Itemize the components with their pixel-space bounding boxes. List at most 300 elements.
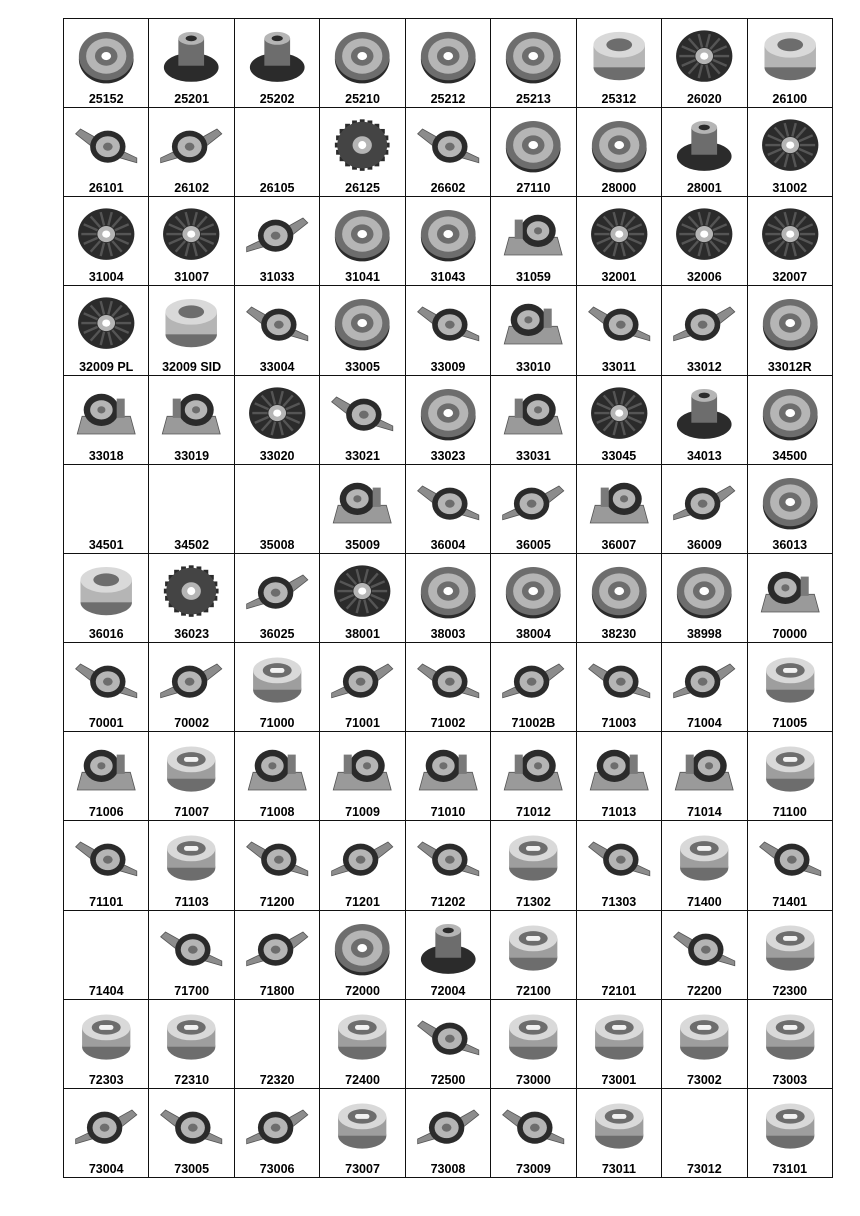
part-cell-73001[interactable]	[577, 1000, 662, 1089]
part-cell-71013[interactable]	[577, 732, 662, 821]
part-cell-26020[interactable]	[662, 19, 747, 108]
part-cell-33010[interactable]	[491, 286, 576, 375]
part-cell-26602[interactable]	[406, 108, 491, 197]
part-cell-73000[interactable]	[491, 1000, 576, 1089]
part-cell-72004[interactable]	[406, 911, 491, 1000]
part-cell-71006[interactable]	[64, 732, 149, 821]
part-cell-25152[interactable]	[64, 19, 149, 108]
part-cell-36016[interactable]	[64, 554, 149, 643]
part-number: 32009 SID	[162, 359, 222, 374]
tensioner-assembly-icon	[750, 557, 830, 625]
part-number: 25201	[174, 92, 210, 107]
part-cell-25202[interactable]	[235, 19, 320, 108]
part-cell-71005[interactable]	[748, 643, 833, 732]
pulley-icon	[408, 557, 488, 625]
part-number: 71001	[345, 716, 380, 731]
part-number: 26102	[174, 181, 210, 196]
part-cell-33045[interactable]	[577, 376, 662, 465]
timing-tensioner-icon	[750, 914, 830, 982]
part-cell-71401[interactable]	[748, 821, 833, 910]
flanged-pulley-icon	[664, 111, 744, 179]
part-cell-36005[interactable]	[491, 465, 576, 554]
part-number: 73009	[516, 1162, 551, 1176]
part-number: 71007	[174, 805, 210, 820]
timing-tensioner-icon	[151, 1003, 231, 1071]
tensioner-arm-icon	[408, 646, 488, 714]
pulley-icon	[750, 379, 830, 447]
part-cell-28001[interactable]	[662, 108, 747, 197]
part-cell-73002[interactable]	[662, 1000, 747, 1089]
part-cell-73009[interactable]	[491, 1089, 576, 1178]
part-number: 72320	[259, 1072, 295, 1087]
part-cell-33011[interactable]	[577, 286, 662, 375]
timing-tensioner-icon	[750, 735, 830, 803]
part-cell-72400[interactable]	[320, 1000, 405, 1089]
part-cell-36009[interactable]	[662, 465, 747, 554]
tensioner-arm-icon	[493, 646, 573, 714]
part-cell-71010[interactable]	[406, 732, 491, 821]
part-number: 31033	[259, 270, 295, 285]
part-cell-73011[interactable]	[577, 1089, 662, 1178]
empty-photo-slot	[151, 468, 231, 536]
part-number: 32007	[772, 270, 808, 285]
tensioner-arm-icon	[66, 646, 146, 714]
part-cell-71202[interactable]	[406, 821, 491, 910]
part-number: 28000	[601, 181, 637, 196]
part-cell-73005[interactable]	[149, 1089, 234, 1178]
part-number: 72310	[174, 1072, 210, 1087]
pulley-icon	[66, 22, 146, 90]
part-number: 33031	[516, 448, 551, 463]
part-number: 71004	[686, 716, 722, 731]
part-cell-34501[interactable]	[64, 465, 149, 554]
part-number: 73002	[686, 1072, 722, 1087]
part-cell-70000[interactable]	[748, 554, 833, 643]
part-cell-73012[interactable]	[662, 1089, 747, 1178]
part-cell-26100[interactable]	[748, 19, 833, 108]
tensioner-arm-icon	[664, 646, 744, 714]
flanged-pulley-icon	[408, 914, 488, 982]
part-cell-72000[interactable]	[320, 911, 405, 1000]
ribbed-pulley-icon	[66, 200, 146, 268]
tensioner-arm-icon	[151, 914, 231, 982]
part-cell-33012[interactable]	[662, 286, 747, 375]
part-cell-35008[interactable]	[235, 465, 320, 554]
part-number: 71202	[430, 894, 466, 909]
part-number: 26101	[88, 181, 124, 196]
timing-tensioner-icon	[322, 1003, 402, 1071]
part-number: 72303	[88, 1072, 124, 1087]
part-number: 26105	[259, 181, 295, 196]
part-cell-31002[interactable]	[748, 108, 833, 197]
part-number: 71700	[174, 983, 210, 998]
part-cell-71004[interactable]	[662, 643, 747, 732]
part-number: 31007	[174, 270, 210, 285]
part-number: 38998	[686, 627, 722, 642]
ribbed-pulley-icon	[664, 22, 744, 90]
part-cell-71001[interactable]	[320, 643, 405, 732]
part-number: 33005	[345, 359, 380, 374]
pulley-icon	[493, 111, 573, 179]
part-number: 72400	[345, 1072, 380, 1087]
part-cell-32007[interactable]	[748, 197, 833, 286]
part-number: 31043	[430, 270, 466, 285]
part-cell-72100[interactable]	[491, 911, 576, 1000]
empty-photo-slot	[66, 468, 146, 536]
part-cell-33019[interactable]	[149, 376, 234, 465]
part-cell-27110[interactable]	[491, 108, 576, 197]
tensioner-arm-icon	[664, 468, 744, 536]
part-cell-38004[interactable]	[491, 554, 576, 643]
ribbed-pulley-icon	[750, 111, 830, 179]
part-cell-32006[interactable]	[662, 197, 747, 286]
part-cell-72320[interactable]	[235, 1000, 320, 1089]
part-number: 33012	[686, 359, 722, 374]
pulley-icon	[322, 914, 402, 982]
part-cell-34500[interactable]	[748, 376, 833, 465]
part-number: 36016	[88, 627, 124, 642]
empty-photo-slot	[237, 1003, 317, 1071]
timing-tensioner-icon	[237, 646, 317, 714]
part-cell-32009-pl[interactable]	[64, 286, 149, 375]
part-number: 73003	[772, 1072, 808, 1087]
part-cell-71100[interactable]	[748, 732, 833, 821]
part-number: 26125	[345, 181, 380, 196]
part-number: 32001	[601, 270, 637, 285]
part-cell-28000[interactable]	[577, 108, 662, 197]
part-cell-33020[interactable]	[235, 376, 320, 465]
part-number: 34501	[88, 537, 124, 552]
part-cell-71101[interactable]	[64, 821, 149, 910]
part-cell-31004[interactable]	[64, 197, 149, 286]
part-cell-71201[interactable]	[320, 821, 405, 910]
part-number: 71008	[259, 805, 295, 820]
part-number: 33020	[259, 448, 295, 463]
part-cell-33005[interactable]	[320, 286, 405, 375]
part-number: 33018	[88, 448, 124, 463]
tensioner-assembly-icon	[322, 735, 402, 803]
part-cell-33012r[interactable]	[748, 286, 833, 375]
part-number: 72200	[686, 983, 722, 998]
part-number: 70002	[174, 716, 210, 731]
part-cell-25213[interactable]	[491, 19, 576, 108]
part-number: 36023	[174, 627, 210, 642]
part-number: 33045	[601, 448, 637, 463]
part-number: 26602	[430, 181, 466, 196]
part-number: 71100	[772, 805, 807, 820]
part-number: 34502	[174, 537, 210, 552]
part-number: 71303	[601, 894, 637, 909]
tensioner-arm-icon	[237, 557, 317, 625]
tensioner-assembly-icon	[493, 200, 573, 268]
part-number: 36004	[430, 537, 466, 552]
part-number: 73004	[88, 1162, 124, 1176]
part-cell-25312[interactable]	[577, 19, 662, 108]
ribbed-pulley-icon	[579, 379, 659, 447]
part-number: 73012	[686, 1162, 722, 1176]
pulley-icon	[322, 200, 402, 268]
part-number: 73008	[430, 1162, 466, 1176]
part-cell-71302[interactable]	[491, 821, 576, 910]
part-cell-36004[interactable]	[406, 465, 491, 554]
part-number: 36013	[772, 537, 808, 552]
tensioner-arm-icon	[664, 289, 744, 357]
part-number: 71009	[345, 805, 380, 820]
tensioner-arm-icon	[322, 646, 402, 714]
tensioner-assembly-icon	[66, 735, 146, 803]
tensioner-arm-icon	[408, 824, 488, 892]
part-cell-72303[interactable]	[64, 1000, 149, 1089]
part-number: 33019	[174, 448, 210, 463]
part-number: 25202	[259, 92, 295, 107]
timing-tensioner-icon	[493, 824, 573, 892]
part-cell-72310[interactable]	[149, 1000, 234, 1089]
ribbed-pulley-icon	[750, 200, 830, 268]
pulley-icon	[579, 557, 659, 625]
tensioner-arm-icon	[664, 914, 744, 982]
timing-tensioner-icon	[579, 1092, 659, 1160]
part-cell-71200[interactable]	[235, 821, 320, 910]
part-cell-33023[interactable]	[406, 376, 491, 465]
part-number: 71401	[772, 894, 808, 909]
part-number: 33009	[430, 359, 466, 374]
part-cell-73006[interactable]	[235, 1089, 320, 1178]
tensioner-arm-icon	[322, 824, 402, 892]
tensioner-arm-icon	[237, 1092, 317, 1160]
part-number: 71005	[772, 716, 808, 731]
plain-roller-icon	[151, 289, 231, 357]
tensioner-arm-icon	[408, 111, 488, 179]
part-number: 71200	[259, 894, 295, 909]
part-cell-70002[interactable]	[149, 643, 234, 732]
part-cell-31033[interactable]	[235, 197, 320, 286]
part-cell-31041[interactable]	[320, 197, 405, 286]
part-cell-70001[interactable]	[64, 643, 149, 732]
part-cell-71003[interactable]	[577, 643, 662, 732]
part-cell-33018[interactable]	[64, 376, 149, 465]
pulley-icon	[408, 379, 488, 447]
part-number: 38230	[601, 627, 637, 642]
tensioner-arm-icon	[237, 289, 317, 357]
part-number: 35008	[259, 537, 295, 552]
part-cell-26125[interactable]	[320, 108, 405, 197]
part-cell-71002[interactable]	[406, 643, 491, 732]
part-cell-26102[interactable]	[149, 108, 234, 197]
part-cell-38003[interactable]	[406, 554, 491, 643]
part-cell-73003[interactable]	[748, 1000, 833, 1089]
part-number: 71201	[345, 894, 380, 909]
part-number: 71302	[516, 894, 551, 909]
part-number: 71103	[174, 894, 209, 909]
pulley-icon	[493, 22, 573, 90]
timing-tensioner-icon	[66, 1003, 146, 1071]
tensioner-arm-icon	[408, 289, 488, 357]
part-number: 34013	[686, 448, 722, 463]
ribbed-pulley-icon	[66, 289, 146, 357]
tensioner-assembly-icon	[664, 735, 744, 803]
empty-photo-slot	[66, 914, 146, 982]
ribbed-pulley-icon	[322, 557, 402, 625]
part-cell-72101[interactable]	[577, 911, 662, 1000]
part-number: 72101	[601, 983, 637, 998]
part-cell-71000[interactable]	[235, 643, 320, 732]
part-cell-38001[interactable]	[320, 554, 405, 643]
pulley-icon	[664, 557, 744, 625]
part-number: 72004	[430, 983, 466, 998]
part-number: 70001	[88, 716, 124, 731]
part-number: 71013	[601, 805, 637, 820]
pulley-icon	[322, 289, 402, 357]
part-cell-71014[interactable]	[662, 732, 747, 821]
part-number: 72300	[772, 983, 808, 998]
tensioner-assembly-icon	[151, 379, 231, 447]
part-cell-33021[interactable]	[320, 376, 405, 465]
tensioner-arm-icon	[493, 1092, 573, 1160]
ribbed-pulley-icon	[579, 200, 659, 268]
part-cell-71400[interactable]	[662, 821, 747, 910]
tensioner-arm-icon	[493, 468, 573, 536]
part-number: 71012	[516, 805, 551, 820]
part-number: 72100	[516, 983, 551, 998]
timing-tensioner-icon	[493, 914, 573, 982]
part-cell-72200[interactable]	[662, 911, 747, 1000]
part-cell-36013[interactable]	[748, 465, 833, 554]
part-cell-31043[interactable]	[406, 197, 491, 286]
part-cell-32009-sid[interactable]	[149, 286, 234, 375]
part-cell-26101[interactable]	[64, 108, 149, 197]
part-cell-73007[interactable]	[320, 1089, 405, 1178]
empty-photo-slot	[664, 1092, 744, 1160]
part-number: 38001	[345, 627, 380, 642]
tensioner-assembly-icon	[322, 468, 402, 536]
part-number: 31002	[772, 181, 808, 196]
flanged-pulley-icon	[664, 379, 744, 447]
part-cell-31059[interactable]	[491, 197, 576, 286]
part-number: 38003	[430, 627, 466, 642]
part-number: 33021	[345, 448, 380, 463]
part-cell-35009[interactable]	[320, 465, 405, 554]
timing-tensioner-icon	[750, 1092, 830, 1160]
part-cell-26105[interactable]	[235, 108, 320, 197]
part-number: 32009 PL	[79, 359, 134, 374]
part-number: 36025	[259, 627, 295, 642]
part-cell-34502[interactable]	[149, 465, 234, 554]
part-cell-71700[interactable]	[149, 911, 234, 1000]
part-number: 71014	[686, 805, 722, 820]
part-number: 71010	[430, 805, 466, 820]
part-number: 71002B	[511, 716, 556, 731]
pulley-icon	[408, 200, 488, 268]
parts-catalog-grid	[63, 18, 833, 1178]
tensioner-arm-icon	[66, 1092, 146, 1160]
tensioner-arm-icon	[322, 379, 402, 447]
tensioner-arm-icon	[151, 111, 231, 179]
part-number: 72000	[345, 983, 380, 998]
part-number: 38004	[516, 627, 551, 642]
part-number: 31004	[88, 270, 124, 285]
part-number: 33011	[601, 359, 636, 374]
part-number: 33023	[430, 448, 466, 463]
part-cell-38998[interactable]	[662, 554, 747, 643]
part-cell-71002b[interactable]	[491, 643, 576, 732]
timing-tensioner-icon	[664, 1003, 744, 1071]
part-cell-36023[interactable]	[149, 554, 234, 643]
part-cell-73004[interactable]	[64, 1089, 149, 1178]
part-number: 70000	[772, 627, 808, 642]
part-cell-32001[interactable]	[577, 197, 662, 286]
part-number: 33004	[259, 359, 295, 374]
part-cell-25210[interactable]	[320, 19, 405, 108]
ribbed-pulley-icon	[664, 200, 744, 268]
part-number: 73011	[601, 1162, 636, 1176]
empty-photo-slot	[237, 468, 317, 536]
part-number: 71002	[430, 716, 466, 731]
part-number: 36009	[686, 537, 722, 552]
part-cell-72300[interactable]	[748, 911, 833, 1000]
part-cell-71012[interactable]	[491, 732, 576, 821]
part-cell-71009[interactable]	[320, 732, 405, 821]
timing-tensioner-icon	[664, 824, 744, 892]
part-cell-31007[interactable]	[149, 197, 234, 286]
tensioner-arm-icon	[579, 824, 659, 892]
part-number: 25152	[88, 92, 124, 107]
tensioner-assembly-icon	[493, 735, 573, 803]
tensioner-assembly-icon	[237, 735, 317, 803]
part-cell-33004[interactable]	[235, 286, 320, 375]
part-cell-71103[interactable]	[149, 821, 234, 910]
part-cell-36007[interactable]	[577, 465, 662, 554]
part-cell-71008[interactable]	[235, 732, 320, 821]
part-cell-72500[interactable]	[406, 1000, 491, 1089]
part-number: 33012R	[767, 359, 812, 374]
part-number: 35009	[345, 537, 380, 552]
timing-tensioner-icon	[151, 824, 231, 892]
tensioner-arm-icon	[151, 646, 231, 714]
part-cell-73008[interactable]	[406, 1089, 491, 1178]
timing-tensioner-icon	[750, 646, 830, 714]
part-number: 73006	[259, 1162, 295, 1176]
part-number: 34500	[772, 448, 808, 463]
tensioner-assembly-icon	[579, 468, 659, 536]
part-cell-33031[interactable]	[491, 376, 576, 465]
pulley-icon	[493, 557, 573, 625]
part-cell-38230[interactable]	[577, 554, 662, 643]
part-number: 25312	[601, 92, 637, 107]
plain-roller-icon	[579, 22, 659, 90]
tensioner-assembly-icon	[579, 735, 659, 803]
part-cell-71404[interactable]	[64, 911, 149, 1000]
tensioner-arm-icon	[237, 824, 317, 892]
part-number: 73005	[174, 1162, 210, 1176]
part-cell-73101[interactable]	[748, 1089, 833, 1178]
part-number: 71404	[88, 983, 124, 998]
tensioner-arm-icon	[408, 1003, 488, 1071]
tensioner-assembly-icon	[66, 379, 146, 447]
part-cell-71007[interactable]	[149, 732, 234, 821]
part-cell-25201[interactable]	[149, 19, 234, 108]
part-number: 36005	[516, 537, 551, 552]
toothed-pulley-icon	[151, 557, 231, 625]
part-cell-36025[interactable]	[235, 554, 320, 643]
tensioner-arm-icon	[237, 914, 317, 982]
part-cell-71303[interactable]	[577, 821, 662, 910]
tensioner-arm-icon	[579, 646, 659, 714]
part-cell-25212[interactable]	[406, 19, 491, 108]
part-cell-71800[interactable]	[235, 911, 320, 1000]
part-cell-33009[interactable]	[406, 286, 491, 375]
part-number: 71800	[259, 983, 295, 998]
part-cell-34013[interactable]	[662, 376, 747, 465]
